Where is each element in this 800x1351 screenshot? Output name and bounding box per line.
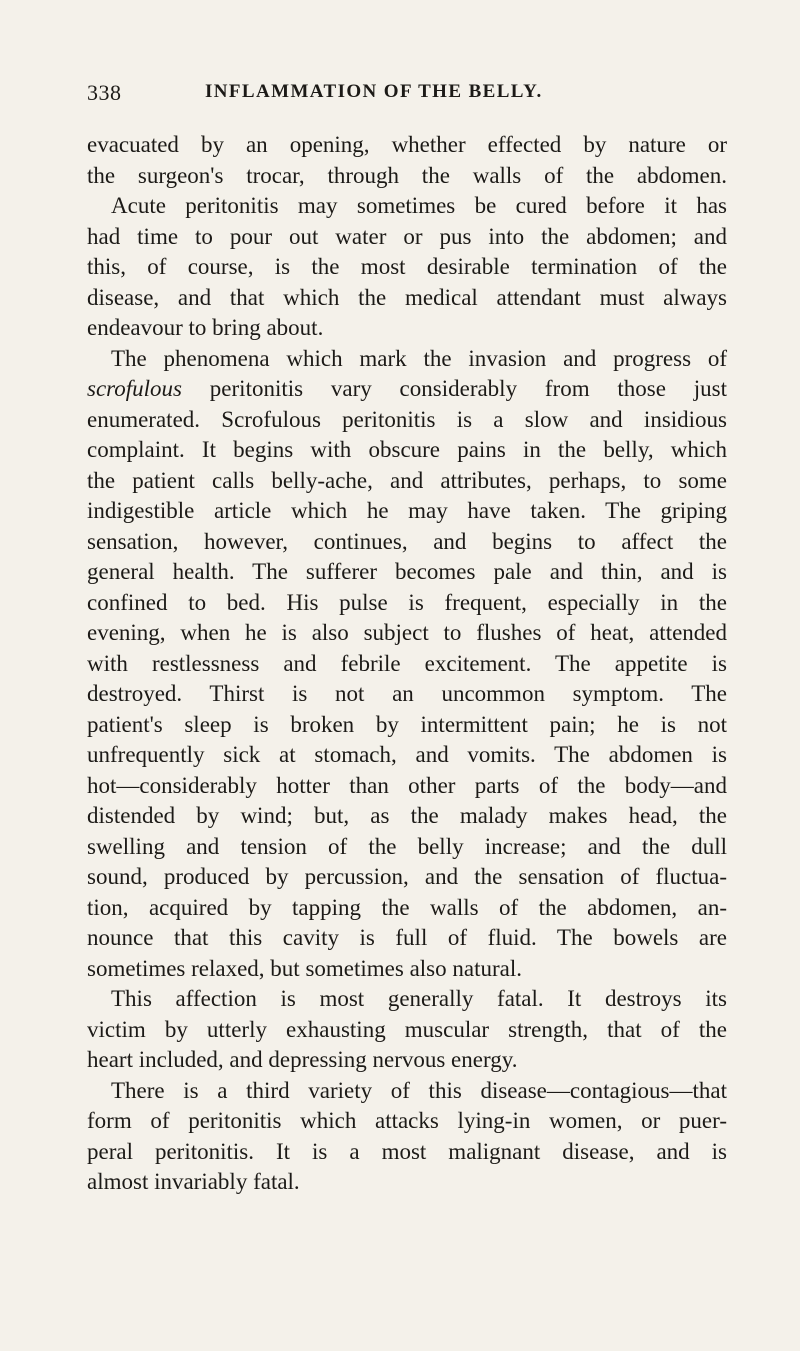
text-line: evacuated by an opening, whether effected by nature or xyxy=(87,132,727,157)
text-line: Acute peritonitis may sometimes be cured before it has xyxy=(111,193,727,218)
page-number: 338 xyxy=(87,80,122,105)
text-line: tion, acquired by tapping the walls of the abdomen, an- xyxy=(87,894,727,920)
text-line: disease, and that which the medical attendant must always xyxy=(87,284,727,310)
text-line: this, of course, is the most desirable termination of the xyxy=(87,254,727,279)
text-line: the patient calls belly-ache, and attributes, perhaps, to some xyxy=(87,467,727,493)
text-line: endeavour to bring about. xyxy=(87,315,324,340)
text-line: nounce that this cavity is full of fluid. The bowels are xyxy=(87,925,727,950)
text-line: unfrequently sick at stomach, and vomits. The abdomen is xyxy=(87,742,727,767)
text-line xyxy=(87,374,727,405)
text-line: swelling and tension of the belly increase; and the dull xyxy=(87,833,727,859)
text-line: peral peritonitis. It is a most malignant disease, and is xyxy=(87,1138,727,1164)
text-line: heart included, and depressing nervous energy. xyxy=(87,1047,518,1072)
running-head xyxy=(87,80,727,110)
running-title: INFLAMMATION OF THE BELLY. xyxy=(205,81,543,102)
text-line: the surgeon's trocar, through the walls of the abdomen. xyxy=(87,162,727,188)
text-line: evening, when he is also subject to flushes of heat, attended xyxy=(87,620,727,645)
text-line: enumerated. Scrofulous peritonitis is a slow and insidious xyxy=(87,406,727,432)
body-text xyxy=(87,130,727,1198)
text-line: indigestible article which he may have taken. The griping xyxy=(87,498,727,523)
text-line: destroyed. Thirst is not an uncommon symptom. The xyxy=(87,681,727,706)
text-line: had time to pour out water or pus into the abdomen; and xyxy=(87,223,727,249)
text-line: sound, produced by percussion, and the sensation of fluctua- xyxy=(87,864,727,889)
text-line: hot—considerably hotter than other parts of the body—and xyxy=(87,772,727,798)
text-line: with restlessness and febrile excitement. The appetite is xyxy=(87,650,727,676)
text-line: distended by wind; but, as the malady makes head, the xyxy=(87,803,727,828)
text-line: The phenomena which mark the invasion and progress of xyxy=(111,345,727,371)
text-line: victim by utterly exhausting muscular strength, that of the xyxy=(87,1016,727,1042)
text-line: There is a third variety of this disease—contagious—that xyxy=(111,1077,727,1103)
text-line: This affection is most generally fatal. It destroys its xyxy=(111,986,727,1011)
text-line: general health. The sufferer becomes pale and thin, and is xyxy=(87,559,727,584)
text-line: confined to bed. His pulse is frequent, especially in the xyxy=(87,589,727,615)
italic-term: scrofulous xyxy=(87,376,182,401)
text-line: sometimes relaxed, but sometimes also natural. xyxy=(87,955,522,981)
text-line: almost invariably fatal. xyxy=(87,1169,300,1194)
text-line: sensation, however, continues, and begins to affect the xyxy=(87,528,727,554)
text-line-rest: peritonitis vary considerably from those just xyxy=(182,376,727,401)
text-line: patient's sleep is broken by intermittent pain; he is not xyxy=(87,711,727,737)
text-line: complaint. It begins with obscure pains in the belly, which xyxy=(87,437,727,462)
text-line: form of peritonitis which attacks lying-in women, or puer- xyxy=(87,1108,727,1133)
